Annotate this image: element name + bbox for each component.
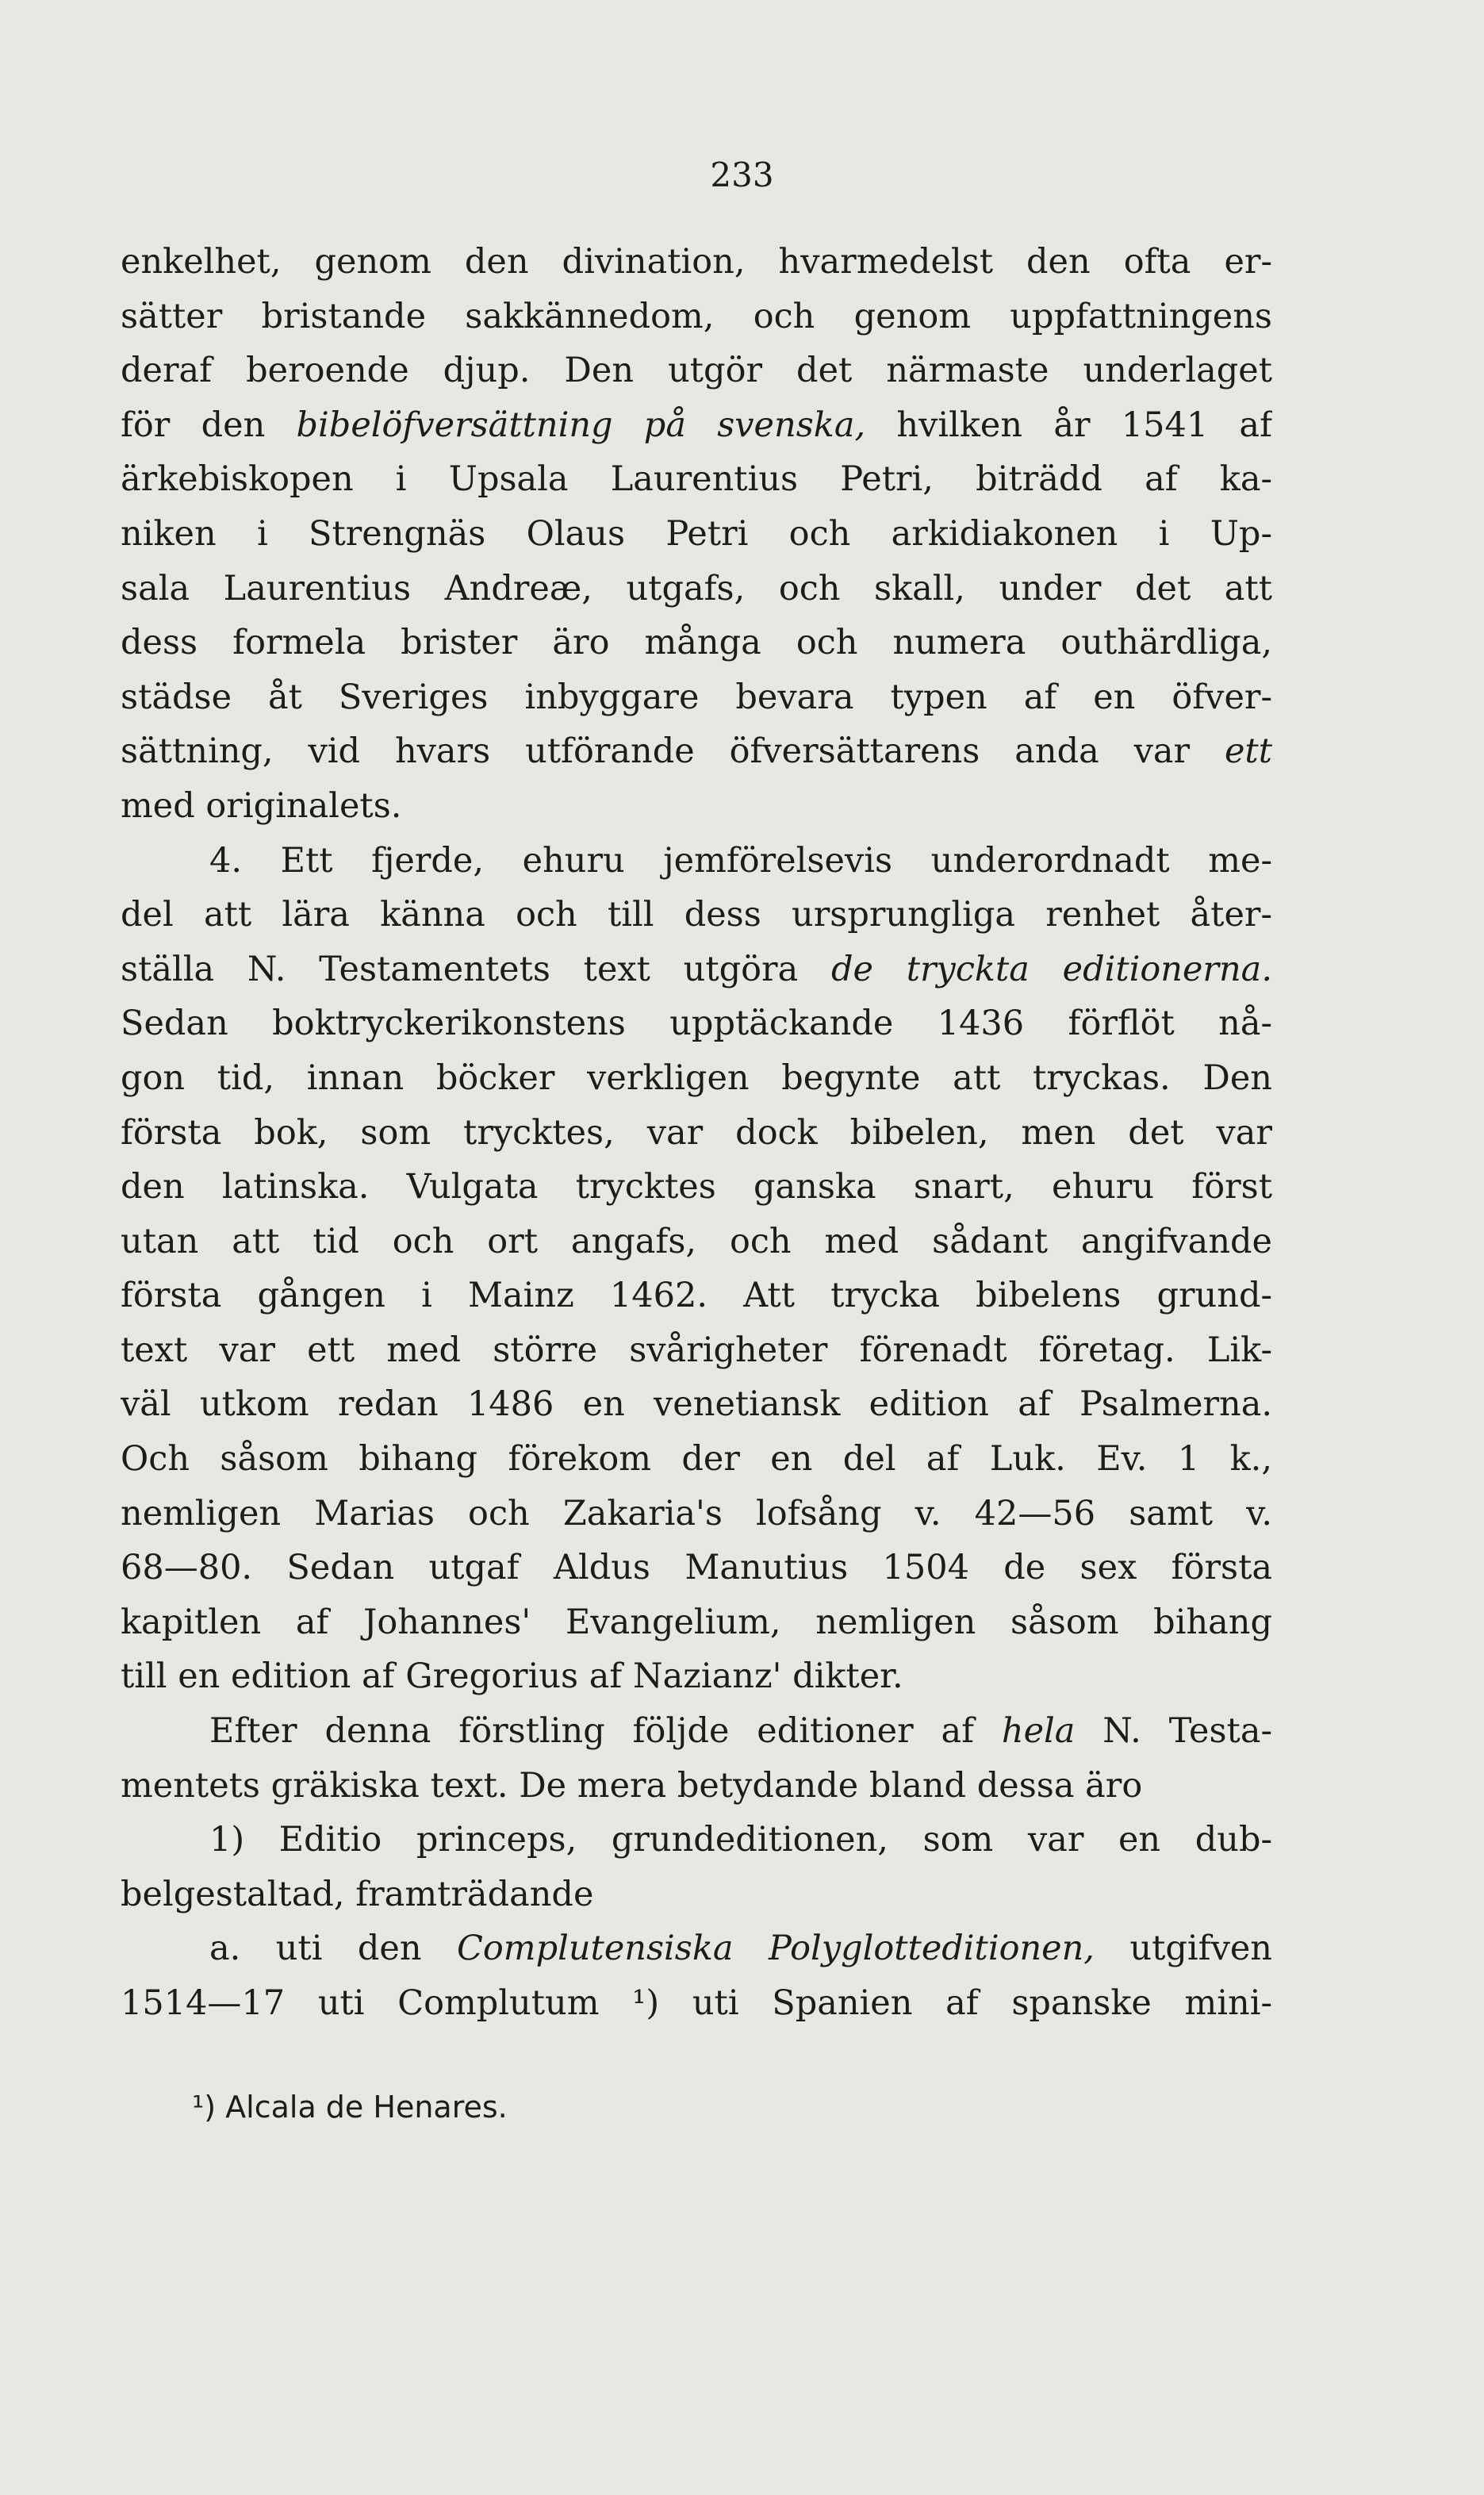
line-text: Sedan boktryckerikonstens upptäckande 1436 förflöt nå- bbox=[121, 1004, 1272, 1044]
line-text: utan att tid och ort angafs, och med sådant angifvande bbox=[121, 1221, 1272, 1261]
text-line bbox=[121, 1106, 1272, 1161]
text-line bbox=[121, 290, 1272, 344]
italic-text: hela bbox=[1001, 1711, 1076, 1752]
line-text: hvilken år 1541 af bbox=[865, 405, 1272, 445]
line-text: text var ett med större svårigheter förenadt företag. Lik- bbox=[121, 1330, 1272, 1370]
line-text: sala Laurentius Andreæ, utgafs, och skall, under det att bbox=[121, 568, 1272, 608]
text-line bbox=[121, 1160, 1272, 1215]
italic-text: de tryckta editionerna. bbox=[831, 949, 1272, 989]
text-line bbox=[121, 1269, 1272, 1323]
line-text: för den bbox=[121, 405, 297, 445]
line-text: med originalets. bbox=[121, 785, 402, 826]
text-line bbox=[121, 235, 1272, 290]
line-text: ärkebiskopen i Upsala Laurentius Petri, biträdd af ka- bbox=[121, 459, 1272, 500]
line-text: utgifven bbox=[1094, 1929, 1272, 1969]
text-line bbox=[121, 1813, 1272, 1867]
text-line bbox=[121, 1649, 1272, 1704]
text-line bbox=[121, 1704, 1272, 1759]
line-text: sättning, vid hvars utförande öfversättarens anda var bbox=[121, 731, 1225, 772]
text-line bbox=[121, 1432, 1272, 1487]
line-text: sätter bristande sakkännedom, och genom uppfattningens bbox=[121, 296, 1272, 336]
line-text: 4. Ett fjerde, ehuru jemförelsevis underordnadt me- bbox=[209, 840, 1272, 881]
text-line bbox=[121, 1595, 1272, 1650]
text-line bbox=[121, 670, 1272, 725]
line-text: gon tid, innan böcker verkligen begynte att tryckas. Den bbox=[121, 1057, 1272, 1098]
text-line bbox=[121, 996, 1272, 1051]
text-line bbox=[121, 888, 1272, 942]
line-text: kapitlen af Johannes' Evangelium, nemligen såsom bihang bbox=[121, 1602, 1272, 1642]
line-text: ställa N. Testamentets text utgöra bbox=[121, 949, 831, 989]
text-line bbox=[121, 1377, 1272, 1432]
text-line bbox=[121, 1487, 1272, 1541]
line-text: Efter denna förstling följde editioner af bbox=[209, 1711, 1002, 1752]
line-text: deraf beroende djup. Den utgör det närmaste underlaget bbox=[121, 351, 1272, 391]
line-text: nemligen Marias och Zakaria's lofsång v. 42—56 samt v. bbox=[121, 1493, 1272, 1533]
text-line bbox=[121, 1323, 1272, 1378]
text-line bbox=[121, 1541, 1272, 1595]
text-line bbox=[121, 1976, 1272, 2031]
text-line bbox=[121, 1759, 1272, 1814]
line-text: städse åt Sveriges inbyggare bevara typen af en öfver- bbox=[121, 677, 1272, 717]
text-line bbox=[121, 1867, 1272, 1922]
text-line bbox=[121, 344, 1272, 398]
line-text: N. Testa- bbox=[1075, 1711, 1272, 1752]
line-text: den latinska. Vulgata trycktes ganska snart, ehuru först bbox=[121, 1167, 1272, 1207]
text-line bbox=[121, 724, 1272, 779]
line-text: 1514—17 uti Complutum ¹) uti Spanien af spanske mini- bbox=[121, 1983, 1272, 2023]
text-line bbox=[121, 507, 1272, 562]
line-text: första gången i Mainz 1462. Att trycka bibelens grund- bbox=[121, 1276, 1272, 1316]
footnote bbox=[192, 2083, 508, 2131]
text-line bbox=[121, 616, 1272, 670]
line-text: första bok, som trycktes, var dock bibelen, men det var bbox=[121, 1112, 1272, 1153]
italic-text: ett bbox=[1224, 731, 1272, 772]
line-text: 1) Editio princeps, grundeditionen, som var en dub- bbox=[209, 1820, 1272, 1860]
body-text bbox=[121, 235, 1272, 2031]
line-text: 68—80. Sedan utgaf Aldus Manutius 1504 de sex första bbox=[121, 1548, 1272, 1588]
line-text: belgestaltad, framträdande bbox=[121, 1874, 594, 1914]
line-text: Och såsom bihang förekom der en del af Luk. Ev. 1 k., bbox=[121, 1439, 1272, 1480]
text-line bbox=[121, 452, 1272, 507]
footnote-marker: ¹) bbox=[192, 2090, 217, 2125]
line-text: del att lära känna och till dess ursprungliga renhet åter- bbox=[121, 895, 1272, 935]
line-text: mentets gräkiska text. De mera betydande bland dessa äro bbox=[121, 1765, 1143, 1806]
text-line bbox=[121, 1215, 1272, 1269]
text-line bbox=[121, 1921, 1272, 1976]
text-line bbox=[121, 834, 1272, 889]
line-text: niken i Strengnäs Olaus Petri och arkidiakonen i Up- bbox=[121, 513, 1272, 554]
line-text: enkelhet, genom den divination, hvarmedelst den ofta er- bbox=[121, 242, 1272, 282]
text-line bbox=[121, 398, 1272, 453]
italic-text: Complutensiska Polyglotteditionen, bbox=[457, 1929, 1095, 1969]
line-text: dess formela brister äro många och numera outhärdliga, bbox=[121, 623, 1272, 663]
line-text: till en edition af Gregorius af Nazianz' dikter. bbox=[121, 1656, 903, 1697]
text-line bbox=[121, 562, 1272, 616]
text-line bbox=[121, 1051, 1272, 1106]
page-number: 233 bbox=[710, 155, 774, 194]
line-text: a. uti den bbox=[209, 1929, 457, 1969]
italic-text: bibelöfversättning på svenska, bbox=[296, 405, 866, 445]
line-text: väl utkom redan 1486 en venetiansk edition af Psalmerna. bbox=[121, 1384, 1272, 1425]
footnote-text: Alcala de Henares. bbox=[225, 2090, 508, 2125]
text-line bbox=[121, 779, 1272, 834]
text-line bbox=[121, 942, 1272, 997]
